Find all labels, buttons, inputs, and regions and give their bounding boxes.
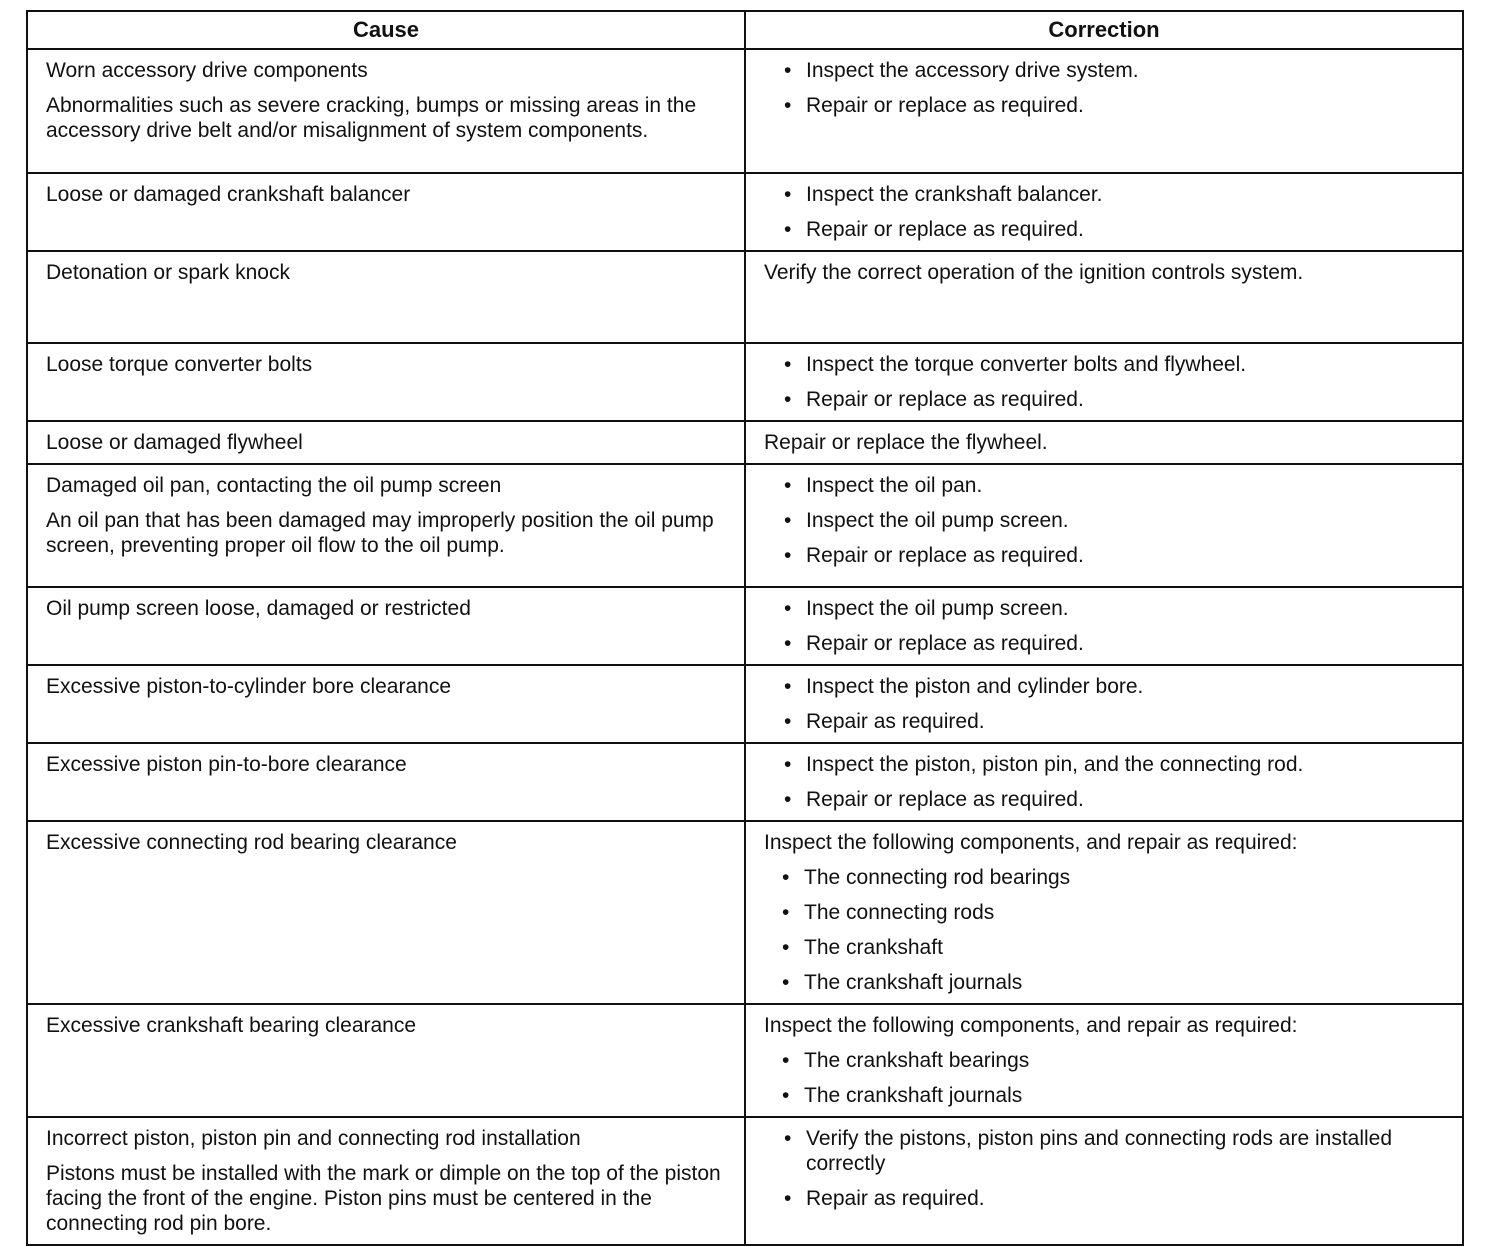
table-row [27, 464, 1463, 587]
correction-bullet: • Inspect the oil pan. [806, 473, 1448, 498]
table-row [27, 821, 1463, 1004]
correction-bullet: • Repair or replace as required. [806, 93, 1448, 118]
correction-list [764, 1126, 1448, 1211]
correction-bullet: • Inspect the oil pump screen. [806, 596, 1448, 621]
correction-cell [745, 821, 1463, 1004]
table-row [27, 1004, 1463, 1117]
table-row [27, 587, 1463, 665]
cause-cell [27, 1117, 745, 1245]
correction-bullet: • Verify the pistons, piston pins and connecting rods are installed correctly [806, 1126, 1448, 1176]
correction-bullet: • Inspect the crankshaft balancer. [806, 182, 1448, 207]
correction-bullet: • Repair or replace as required. [806, 543, 1448, 568]
correction-bullet: • Repair or replace as required. [806, 217, 1448, 242]
table-row [27, 343, 1463, 421]
correction-list [764, 596, 1448, 656]
cause-cell [27, 343, 745, 421]
correction-cell [745, 173, 1463, 251]
correction-bullet: • Inspect the piston and cylinder bore. [806, 674, 1448, 699]
correction-list [764, 674, 1448, 734]
correction-cell [745, 343, 1463, 421]
cause-cell [27, 49, 745, 173]
correction-bullet: • Repair as required. [806, 709, 1448, 734]
correction-list [764, 865, 1448, 995]
cause-title: Incorrect piston, piston pin and connecting rod installation [46, 1127, 581, 1150]
correction-text: Verify the correct operation of the ignition controls system. [764, 261, 1304, 284]
correction-cell [745, 1117, 1463, 1245]
cause-cell [27, 1004, 745, 1117]
cause-cell [27, 821, 745, 1004]
correction-bullet: • Inspect the oil pump screen. [806, 508, 1448, 533]
correction-bullet: • The crankshaft journals [804, 970, 1448, 995]
header-row [27, 11, 1463, 49]
correction-cell [745, 251, 1463, 343]
cause-title: Excessive piston-to-cylinder bore clearance [46, 675, 452, 698]
cause-cell [27, 587, 745, 665]
cause-cell [27, 421, 745, 464]
correction-cell [745, 1004, 1463, 1117]
cause-cell [27, 464, 745, 587]
table-row [27, 173, 1463, 251]
cause-title: Excessive piston pin-to-bore clearance [46, 753, 407, 776]
table-body [27, 49, 1463, 1245]
correction-cell [745, 464, 1463, 587]
table-row [27, 1117, 1463, 1245]
cause-cell [27, 251, 745, 343]
cause-title: Worn accessory drive components [46, 59, 368, 82]
correction-text: Repair or replace the flywheel. [764, 431, 1048, 454]
correction-list [764, 1048, 1448, 1108]
correction-list [764, 58, 1448, 118]
table-row [27, 665, 1463, 743]
cause-description: Pistons must be installed with the mark or dimple on the top of the piston facing the front of the engine. Piston pins must be centered in the connecting rod pin bore. [46, 1162, 721, 1235]
correction-bullet: • The connecting rod bearings [804, 865, 1448, 890]
cause-title: Oil pump screen loose, damaged or restricted [46, 597, 471, 620]
cause-cell [27, 743, 745, 821]
cause-title: Excessive connecting rod bearing clearance [46, 831, 457, 854]
correction-cell [745, 587, 1463, 665]
cause-cell [27, 665, 745, 743]
correction-cell [745, 665, 1463, 743]
cause-title: Excessive crankshaft bearing clearance [46, 1014, 417, 1037]
table-row [27, 251, 1463, 343]
cause-title: Detonation or spark knock [46, 261, 290, 284]
table-row [27, 421, 1463, 464]
cause-header: Cause [27, 11, 745, 49]
correction-bullet: • Repair or replace as required. [806, 387, 1448, 412]
cause-title: Loose torque converter bolts [46, 353, 313, 376]
correction-header: Correction [745, 11, 1463, 49]
correction-list [764, 752, 1448, 812]
correction-bullet: • The crankshaft [804, 935, 1448, 960]
correction-list [764, 182, 1448, 242]
diagnosis-table [26, 10, 1464, 1246]
cause-title: Damaged oil pan, contacting the oil pump screen [46, 474, 502, 497]
table-row [27, 743, 1463, 821]
correction-cell [745, 49, 1463, 173]
correction-bullet: • Inspect the piston, piston pin, and the connecting rod. [806, 752, 1448, 777]
correction-cell [745, 743, 1463, 821]
correction-list [764, 352, 1448, 412]
correction-text: Inspect the following components, and repair as required: [764, 831, 1298, 854]
correction-cell [745, 421, 1463, 464]
cause-description: An oil pan that has been damaged may improperly position the oil pump screen, preventing proper oil flow to the oil pump. [46, 509, 714, 557]
correction-text: Inspect the following components, and repair as required: [764, 1014, 1298, 1037]
correction-bullet: • Inspect the accessory drive system. [806, 58, 1448, 83]
table-row [27, 49, 1463, 173]
cause-description: Abnormalities such as severe cracking, bumps or missing areas in the accessory drive belt and/or misalignment of system components. [46, 94, 697, 142]
correction-bullet: • Inspect the torque converter bolts and flywheel. [806, 352, 1448, 377]
cause-title: Loose or damaged flywheel [46, 431, 303, 454]
cause-title: Loose or damaged crankshaft balancer [46, 183, 411, 206]
correction-bullet: • Repair or replace as required. [806, 631, 1448, 656]
correction-bullet: • Repair as required. [806, 1186, 1448, 1211]
correction-list [764, 473, 1448, 568]
correction-bullet: • The crankshaft bearings [804, 1048, 1448, 1073]
cause-cell [27, 173, 745, 251]
correction-bullet: • Repair or replace as required. [806, 787, 1448, 812]
correction-bullet: • The crankshaft journals [804, 1083, 1448, 1108]
correction-bullet: • The connecting rods [804, 900, 1448, 925]
